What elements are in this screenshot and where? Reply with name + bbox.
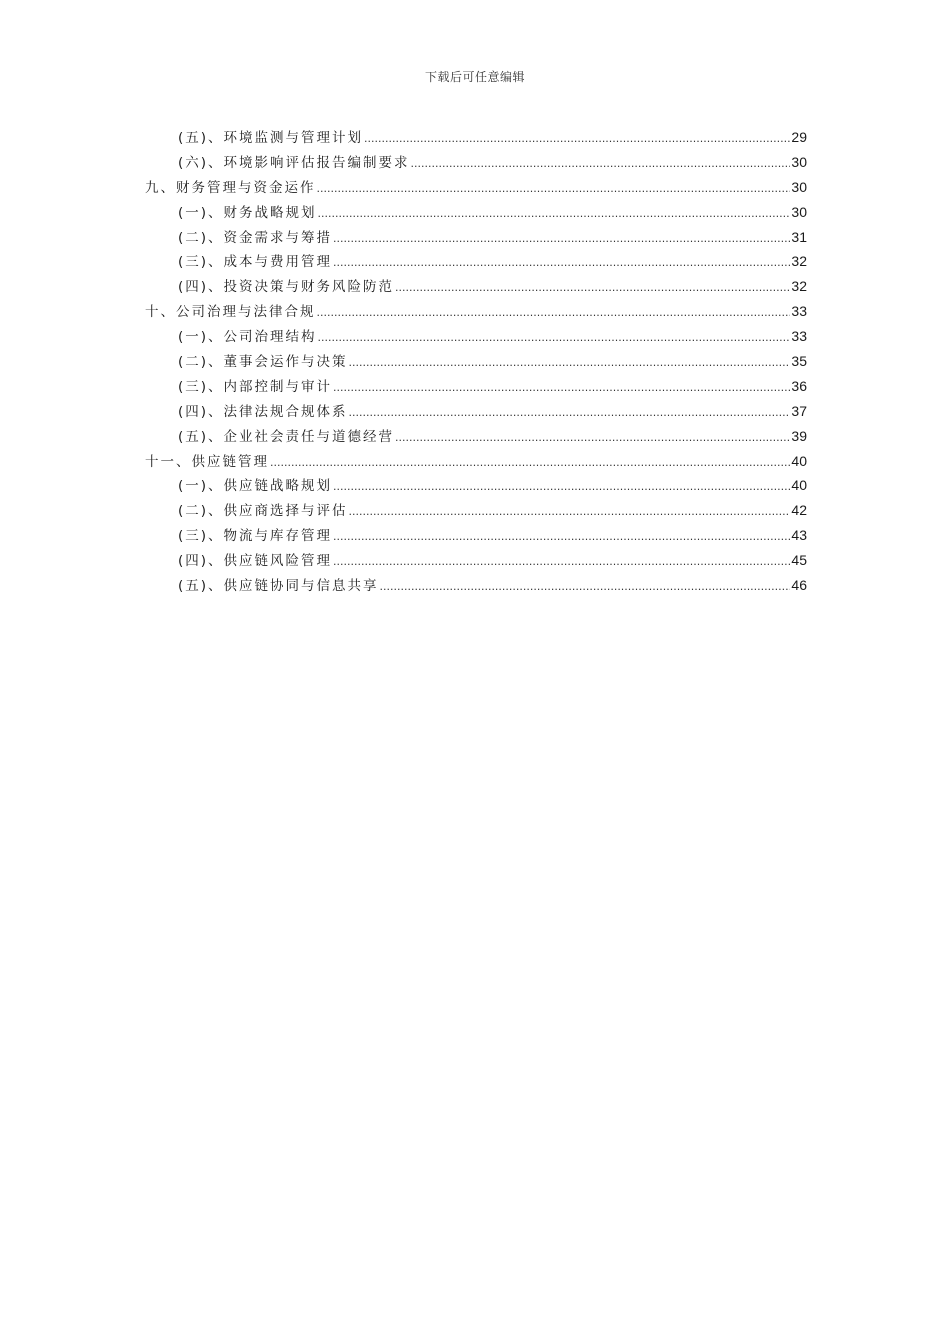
toc-dot-leader [333, 550, 790, 575]
toc-entry[interactable] [145, 249, 807, 274]
toc-page-number: 40 [791, 452, 807, 469]
toc-page-number: 30 [791, 153, 807, 170]
toc-entry-title: (二)、董事会运作与决策 [178, 354, 348, 371]
toc-entry-title: (四)、供应链风险管理 [178, 553, 333, 570]
toc-entry-title: (一)、公司治理结构 [178, 329, 317, 346]
toc-dot-leader [349, 500, 791, 525]
toc-page-number: 42 [791, 502, 807, 519]
toc-page-number: 39 [791, 427, 807, 444]
toc-page-number: 35 [791, 353, 807, 370]
toc-entry-title: (二)、资金需求与筹措 [178, 229, 333, 246]
toc-dot-leader [333, 251, 790, 276]
toc-page-number: 33 [791, 328, 807, 345]
toc-entry[interactable] [145, 150, 807, 175]
toc-page-number: 31 [791, 228, 807, 245]
toc-entry[interactable] [145, 324, 807, 349]
toc-entry-title: 十一、供应链管理 [145, 453, 269, 470]
toc-dot-leader [270, 451, 790, 476]
toc-entry-title: (二)、供应商选择与评估 [178, 503, 348, 520]
toc-page-number: 33 [791, 303, 807, 320]
toc-entry-title: 九、财务管理与资金运作 [145, 179, 316, 196]
toc-dot-leader [395, 276, 790, 301]
toc-dot-leader [333, 227, 790, 252]
table-of-contents [145, 125, 807, 598]
toc-entry-title: (六)、环境影响评估报告编制要求 [178, 154, 410, 171]
toc-entry[interactable] [145, 523, 807, 548]
toc-page-number: 43 [791, 527, 807, 544]
toc-page-number: 40 [791, 477, 807, 494]
toc-dot-leader [317, 301, 791, 326]
toc-entry[interactable] [145, 498, 807, 523]
toc-section-entry[interactable] [145, 175, 807, 200]
toc-dot-leader [317, 177, 791, 202]
toc-entry-title: (四)、法律法规合规体系 [178, 403, 348, 420]
toc-page-number: 46 [791, 577, 807, 594]
toc-entry[interactable] [145, 399, 807, 424]
toc-dot-leader [333, 525, 790, 550]
toc-page-number: 30 [791, 203, 807, 220]
toc-entry-title: (一)、财务战略规划 [178, 204, 317, 221]
toc-dot-leader [349, 351, 791, 376]
toc-dot-leader [318, 326, 791, 351]
toc-entry-title: (五)、企业社会责任与道德经营 [178, 428, 395, 445]
toc-page-number: 45 [791, 552, 807, 569]
toc-entry-title: (五)、环境监测与管理计划 [178, 130, 364, 146]
toc-entry[interactable] [145, 274, 807, 299]
toc-entry[interactable] [145, 374, 807, 399]
toc-dot-leader [349, 401, 791, 426]
toc-dot-leader [380, 575, 791, 600]
toc-dot-leader [395, 426, 790, 451]
toc-entry-title: (三)、物流与库存管理 [178, 528, 333, 545]
toc-page-number: 36 [791, 377, 807, 394]
toc-page-number: 32 [791, 278, 807, 295]
page-header-note: 下载后可任意编辑 [424, 70, 525, 84]
toc-entry[interactable] [145, 473, 807, 498]
toc-entry[interactable] [145, 225, 807, 250]
toc-page-number: 37 [791, 402, 807, 419]
toc-entry-title: (三)、成本与费用管理 [178, 254, 333, 271]
toc-page-number: 29 [791, 129, 807, 145]
toc-dot-leader [333, 376, 790, 401]
toc-dot-leader [333, 475, 790, 500]
toc-dot-leader [318, 202, 791, 227]
toc-dot-leader [411, 152, 791, 177]
toc-entry-title: (四)、投资决策与财务风险防范 [178, 279, 395, 296]
toc-entry-title: (一)、供应链战略规划 [178, 478, 333, 495]
toc-entry-title: (五)、供应链协同与信息共享 [178, 578, 379, 595]
toc-entry[interactable] [145, 424, 807, 449]
toc-entry-title: 十、公司治理与法律合规 [145, 304, 316, 321]
toc-entry[interactable] [145, 349, 807, 374]
toc-entry[interactable] [145, 125, 807, 150]
toc-section-entry[interactable] [145, 449, 807, 474]
toc-entry-title: (三)、内部控制与审计 [178, 378, 333, 395]
toc-page-number: 30 [791, 178, 807, 195]
toc-dot-leader [364, 127, 790, 152]
toc-entry[interactable] [145, 548, 807, 573]
toc-page-number: 32 [791, 253, 807, 270]
toc-entry[interactable] [145, 200, 807, 225]
toc-section-entry[interactable] [145, 299, 807, 324]
toc-entry[interactable] [145, 573, 807, 598]
